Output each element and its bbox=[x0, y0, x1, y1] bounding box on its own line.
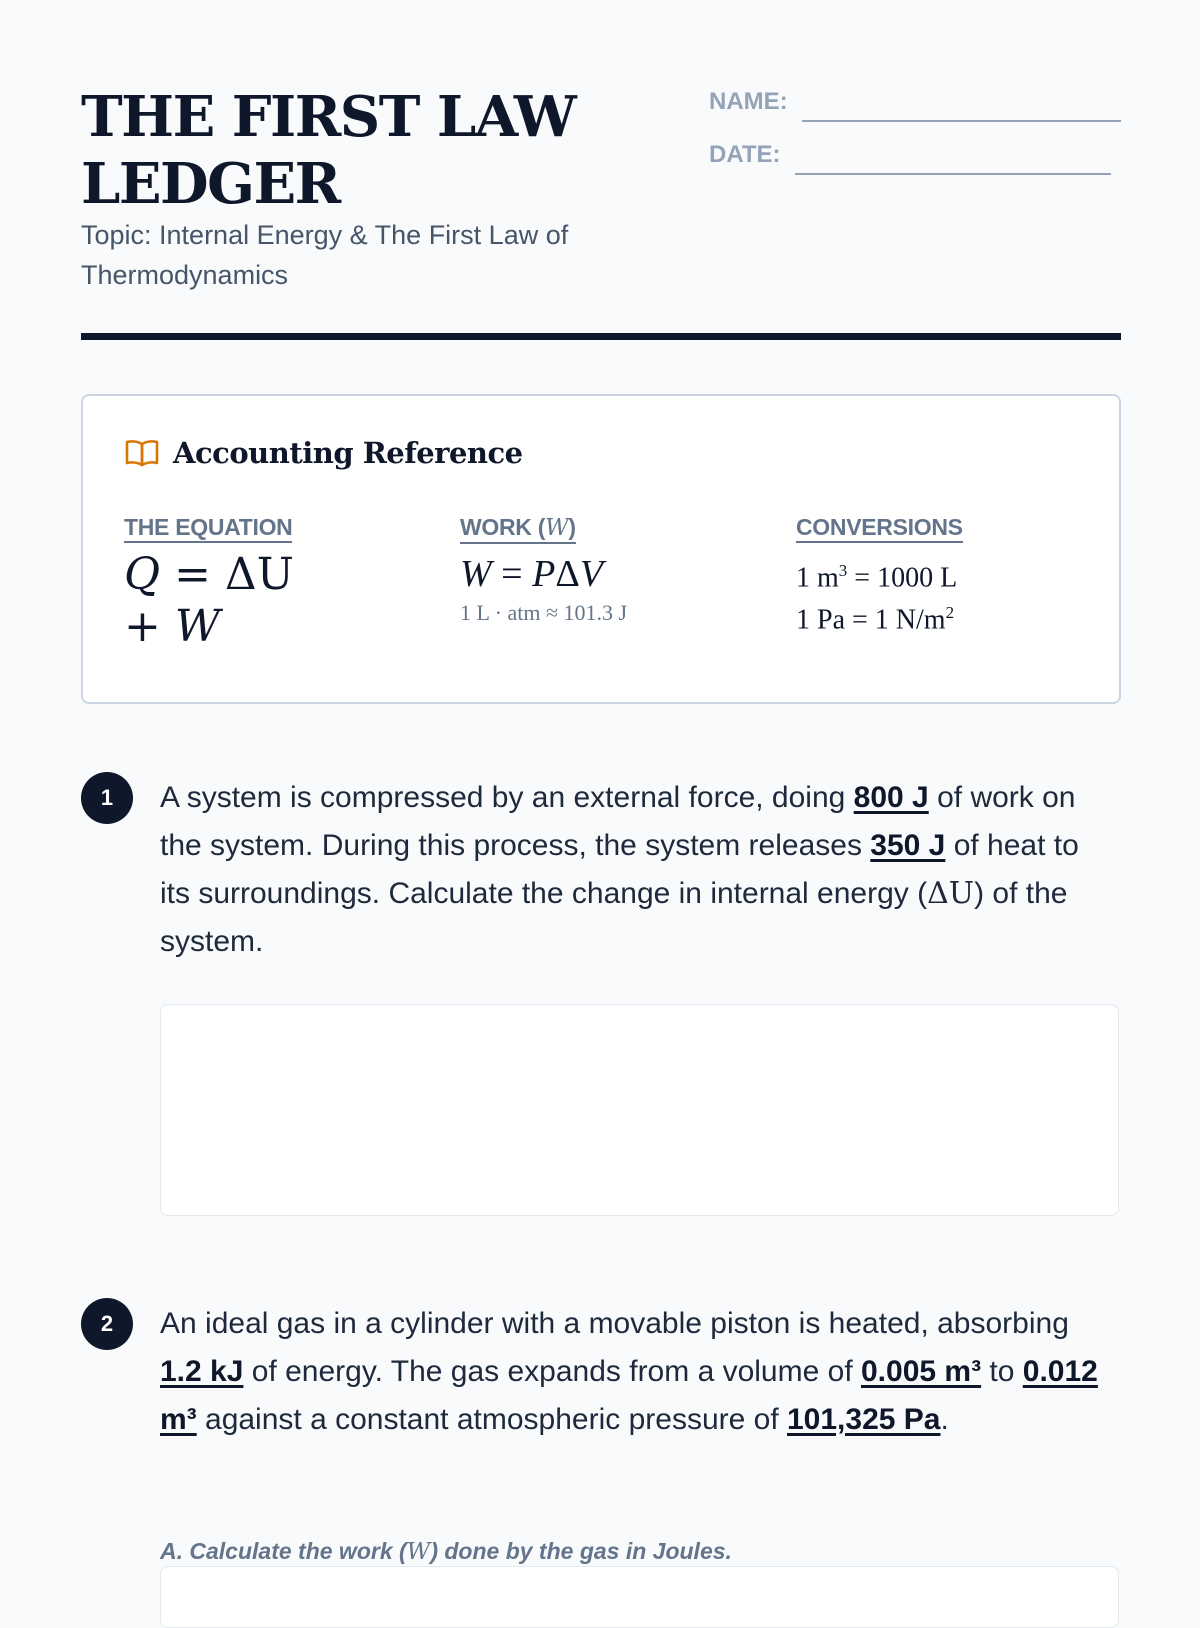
work-equation: W = PΔV bbox=[460, 553, 603, 595]
topic-subtitle: Topic: Internal Energy & The First Law of Thermodynamics bbox=[81, 220, 569, 290]
page-title: THE FIRST LAW LEDGER bbox=[81, 84, 576, 217]
conversion-list: 1 $m^3 = 1000$ L 1 Pa = 1 $N/m^2$ bbox=[796, 561, 958, 636]
given-value: 0.005 m³ bbox=[861, 1355, 982, 1388]
conversions-label: CONVERSIONS bbox=[796, 513, 963, 543]
reference-title: Accounting Reference bbox=[173, 436, 523, 470]
given-value: 350 J bbox=[870, 829, 946, 862]
conversions-column bbox=[796, 513, 1096, 638]
first-law-equation: Q = ΔU + W bbox=[124, 549, 294, 652]
answer-box[interactable] bbox=[160, 1566, 1119, 1628]
given-value: 0.012 m³ bbox=[160, 1355, 1098, 1436]
equation-label: THE EQUATION bbox=[124, 513, 292, 543]
given-value: 800 J bbox=[853, 781, 929, 814]
book-icon bbox=[125, 438, 159, 468]
given-value: 1.2 kJ bbox=[160, 1355, 244, 1388]
name-field[interactable] bbox=[802, 86, 1121, 122]
date-row bbox=[709, 135, 1121, 175]
sub-question-a: A. Calculate the work (W) done by the gas in Joules. bbox=[160, 1538, 732, 1565]
question-number-badge: 1 bbox=[81, 772, 133, 824]
reference-heading bbox=[125, 436, 523, 470]
date-field[interactable] bbox=[795, 139, 1111, 175]
equation-column bbox=[124, 513, 424, 653]
worksheet-header bbox=[81, 0, 1121, 340]
given-value: 101,325 Pa bbox=[787, 1403, 941, 1436]
liter-atm-conversion: 1 L · atm ≈ 101.3 J bbox=[460, 600, 628, 625]
work-column bbox=[460, 513, 760, 626]
question-text: A system is compressed by an external force, doing 800 J of work on the system. During this process, the system releases 350 J of heat to its surroundings. Calculate the change in internal energy (ΔU) of the system. bbox=[160, 781, 1079, 958]
header-divider bbox=[81, 333, 1121, 340]
date-label: DATE: bbox=[709, 141, 781, 168]
worksheet-page bbox=[81, 0, 1121, 1565]
question-text: An ideal gas in a cylinder with a movable piston is heated, absorbing 1.2 kJ of energy. The gas expands from a volume of 0.005 m³ to 0.012 m³ against a constant atmospheric pressure of 101,325 Pa. bbox=[160, 1307, 1098, 1436]
student-info bbox=[709, 82, 1121, 188]
name-label: NAME: bbox=[709, 88, 788, 115]
accounting-reference-card bbox=[81, 394, 1121, 704]
answer-box[interactable] bbox=[160, 1004, 1119, 1216]
name-row bbox=[709, 82, 1121, 122]
question-number-badge: 2 bbox=[81, 1298, 133, 1350]
work-label: WORK (W) bbox=[460, 513, 576, 544]
